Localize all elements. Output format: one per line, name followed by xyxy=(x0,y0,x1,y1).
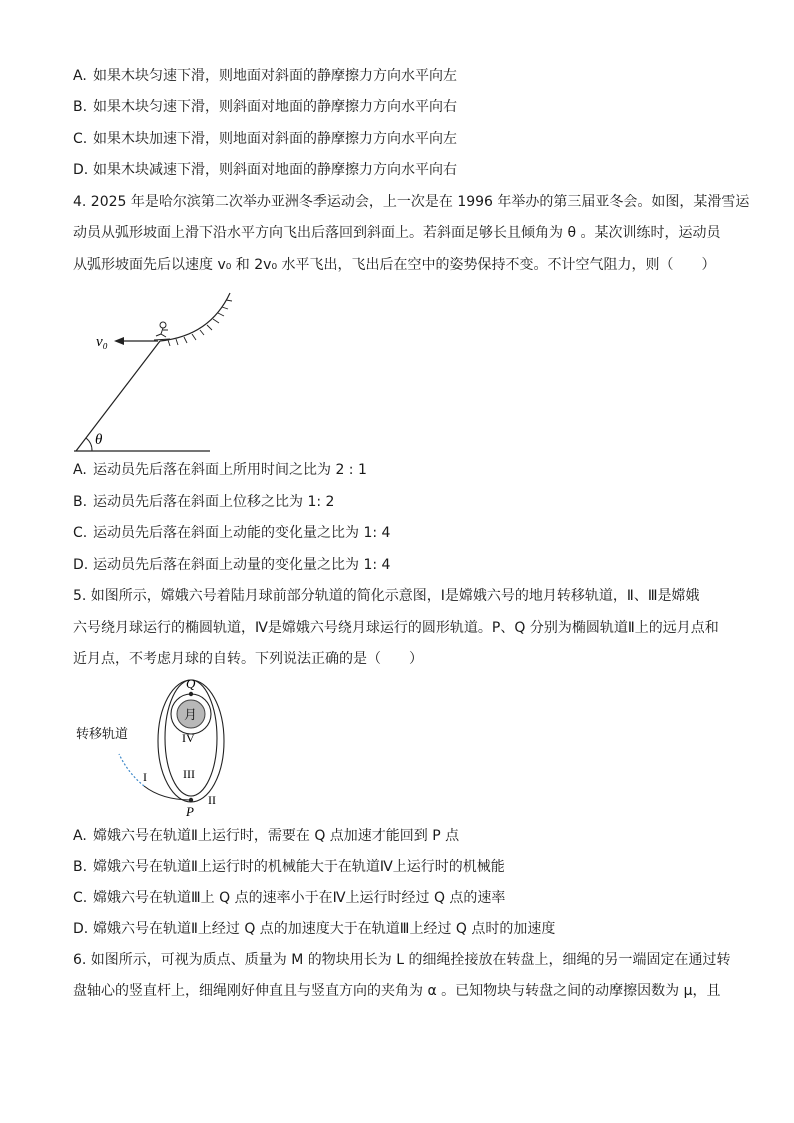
iii-label: III xyxy=(183,767,195,781)
velocity-label: v₀ xyxy=(96,334,108,350)
option-key: C. xyxy=(73,890,88,906)
q4-option-d xyxy=(73,555,390,575)
point-q xyxy=(189,692,193,696)
transfer-dashed-line xyxy=(119,754,144,786)
option-key: D. xyxy=(73,557,89,573)
curved-slope xyxy=(160,293,230,341)
q3-option-c xyxy=(73,129,457,149)
q4-option-c xyxy=(73,523,390,543)
option-text: 如果木块加速下滑，则地面对斜面的静摩擦力方向水平向左 xyxy=(93,131,457,147)
option-text: 运动员先后落在斜面上动量的变化量之比为 1: 4 xyxy=(93,557,391,573)
option-key: C. xyxy=(73,131,88,147)
orbit-i xyxy=(144,786,191,800)
q5-option-b xyxy=(73,857,505,877)
q4-option-b xyxy=(73,492,334,512)
option-key: D. xyxy=(73,162,89,178)
q5-stem-line-1: 5. 如图所示，嫦娥六号着陆月球前部分轨道的简化示意图，Ⅰ是嫦娥六号的地月转移轨道，Ⅱ、Ⅲ是嫦娥 xyxy=(73,588,700,604)
option-text: 运动员先后落在斜面上位移之比为 1: 2 xyxy=(93,494,335,510)
q4-stem-line-3: 从弧形坡面先后以速度 v₀ 和 2v₀ 水平飞出，飞出后在空中的姿势保持不变。不计空气阻力，则（ ） xyxy=(73,257,716,273)
option-text: 运动员先后落在斜面上动能的变化量之比为 1: 4 xyxy=(93,525,391,541)
q3-option-b xyxy=(73,97,457,117)
transfer-label: 转移轨道 xyxy=(76,727,129,742)
option-text: 如果木块减速下滑，则斜面对地面的静摩擦力方向水平向右 xyxy=(93,162,457,178)
q5-stem-line-2: 六号绕月球运行的椭圆轨道，Ⅳ是嫦娥六号绕月球运行的圆形轨道。P、Q 分别为椭圆轨道Ⅱ上的远月点和 xyxy=(73,620,719,636)
q5-stem-line-3: 近月点，不考虑月球的自转。下列说法正确的是（ ） xyxy=(73,651,423,667)
angle-label: θ xyxy=(95,432,103,448)
slope-hatching xyxy=(168,300,232,346)
q3-option-a xyxy=(73,66,457,86)
option-key: D. xyxy=(73,921,89,937)
option-text: 如果木块匀速下滑，则斜面对地面的静摩擦力方向水平向右 xyxy=(93,99,457,115)
option-key: A. xyxy=(73,68,87,84)
q5-option-a xyxy=(73,826,459,846)
option-key: C. xyxy=(73,525,88,541)
option-text: 如果木块匀速下滑，则地面对斜面的静摩擦力方向水平向左 xyxy=(93,68,457,84)
skier-icon xyxy=(154,322,170,340)
option-key: B. xyxy=(73,859,88,875)
angle-arc xyxy=(86,438,92,451)
q5-option-c xyxy=(73,888,505,908)
lunar-orbit-figure xyxy=(70,674,240,824)
arrow-head-icon xyxy=(114,337,124,345)
q6-stem-line-2: 盘轴心的竖直杆上，细绳刚好伸直且与竖直方向的夹角为 α 。已知物块与转盘之间的动摩擦因数为 μ，且 xyxy=(73,983,721,999)
q5-option-d xyxy=(73,919,555,939)
option-text: 运动员先后落在斜面上所用时间之比为 2 : 1 xyxy=(93,462,367,478)
q4-stem-line-1: 4. 2025 年是哈尔滨第二次举办亚洲冬季运动会，上一次是在 1996 年举办的第三届亚冬会。如图，某滑雪运 xyxy=(73,194,750,210)
option-key: A. xyxy=(73,828,87,844)
option-text: 嫦娥六号在轨道Ⅲ上 Q 点的速率小于在Ⅳ上运行时经过 Q 点的速率 xyxy=(93,890,506,906)
q4-option-a xyxy=(73,460,367,480)
p-label: P xyxy=(186,804,194,819)
option-key: B. xyxy=(73,99,88,115)
option-text: 嫦娥六号在轨道Ⅱ上运行时的机械能大于在轨道Ⅳ上运行时的机械能 xyxy=(93,859,505,875)
q4-stem-line-2: 动员从弧形坡面上滑下沿水平方向飞出后落回到斜面上。若斜面足够长且倾角为 θ 。某次训练时，运动员 xyxy=(73,225,721,241)
option-key: A. xyxy=(73,462,87,478)
option-text: 嫦娥六号在轨道Ⅱ上经过 Q 点的加速度大于在轨道Ⅲ上经过 Q 点时的加速度 xyxy=(93,921,556,937)
q3-option-d xyxy=(73,160,457,180)
option-text: 嫦娥六号在轨道Ⅱ上运行时，需要在 Q 点加速才能回到 P 点 xyxy=(93,828,460,844)
i-label: I xyxy=(143,770,147,784)
q-label: Q xyxy=(186,676,196,691)
option-key: B. xyxy=(73,494,88,510)
q6-stem-line-1: 6. 如图所示，可视为质点、质量为 M 的物块用长为 L 的细绳拴接放在转盘上，细绳的另一端固定在通过转 xyxy=(73,952,731,968)
iv-label: IV xyxy=(182,731,195,745)
incline-line xyxy=(76,341,160,451)
ii-label: II xyxy=(208,793,216,807)
moon-label: 月 xyxy=(184,707,198,722)
ski-slope-figure xyxy=(70,288,250,458)
